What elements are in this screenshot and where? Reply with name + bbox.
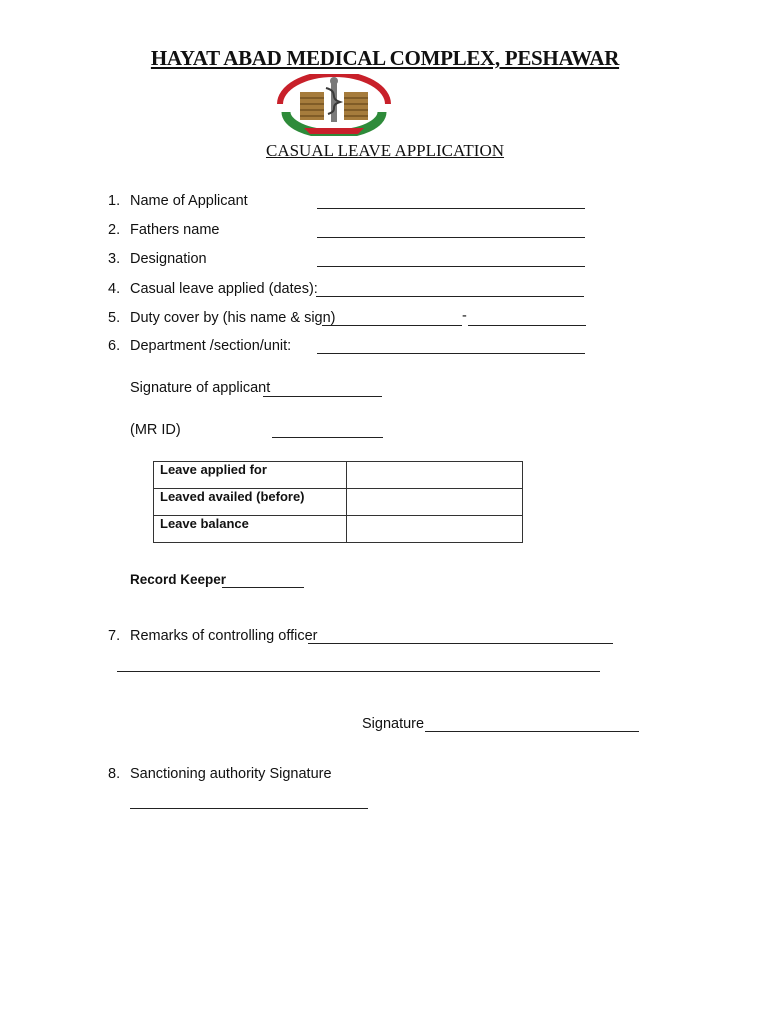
field-number: 4. <box>108 281 121 297</box>
field-number: 7. <box>108 628 121 644</box>
field-label: Duty cover by (his name & sign) <box>130 310 336 326</box>
leave-availed-label: Leaved availed (before) <box>154 489 347 516</box>
department-input-line[interactable] <box>317 353 585 354</box>
field-label: Department /section/unit: <box>130 338 292 354</box>
leave-applied-label: Leave applied for <box>154 462 347 489</box>
field-number: 1. <box>108 193 121 209</box>
field-number: 3. <box>108 251 121 267</box>
mr-id-line[interactable] <box>272 437 383 438</box>
record-keeper-label: Record Keeper <box>130 572 227 587</box>
table-row <box>154 516 523 543</box>
field-label: Sanctioning authority Signature <box>130 766 332 782</box>
duty-cover-separator: - <box>462 308 467 324</box>
leave-table <box>153 461 523 543</box>
designation-input-line[interactable] <box>317 266 585 267</box>
field-number: 8. <box>108 766 121 782</box>
duty-cover-name-line[interactable] <box>322 325 462 326</box>
field-number: 6. <box>108 338 121 354</box>
leave-availed-value[interactable] <box>347 489 523 516</box>
field-label: Casual leave applied (dates): <box>130 281 318 297</box>
applicant-signature-label: Signature of applicant <box>130 380 271 396</box>
field-label: Designation <box>130 251 207 267</box>
applicant-signature-line[interactable] <box>263 396 382 397</box>
record-keeper-line[interactable] <box>222 587 304 588</box>
table-row <box>154 462 523 489</box>
duty-cover-sign-line[interactable] <box>468 325 586 326</box>
field-label: Remarks of controlling officer <box>130 628 318 644</box>
field-number: 5. <box>108 310 121 326</box>
mr-id-label: (MR ID) <box>130 422 181 438</box>
field-label: Fathers name <box>130 222 220 238</box>
leave-dates-input-line[interactable] <box>316 296 584 297</box>
field-label: Name of Applicant <box>130 193 248 209</box>
field-number: 2. <box>108 222 121 238</box>
remarks-line-1[interactable] <box>308 643 613 644</box>
fathers-name-input-line[interactable] <box>317 237 585 238</box>
hospital-emblem-icon <box>274 74 394 136</box>
table-row <box>154 489 523 516</box>
leave-balance-value[interactable] <box>347 516 523 543</box>
sanctioning-signature-line[interactable] <box>130 808 368 809</box>
leave-balance-label: Leave balance <box>154 516 347 543</box>
name-input-line[interactable] <box>317 208 585 209</box>
leave-applied-value[interactable] <box>347 462 523 489</box>
signature-line[interactable] <box>425 731 639 732</box>
remarks-line-2[interactable] <box>117 671 600 672</box>
page-title: HAYAT ABAD MEDICAL COMPLEX, PESHAWAR <box>150 46 620 70</box>
form-subtitle: CASUAL LEAVE APPLICATION <box>265 141 505 160</box>
signature-label: Signature <box>362 716 425 732</box>
